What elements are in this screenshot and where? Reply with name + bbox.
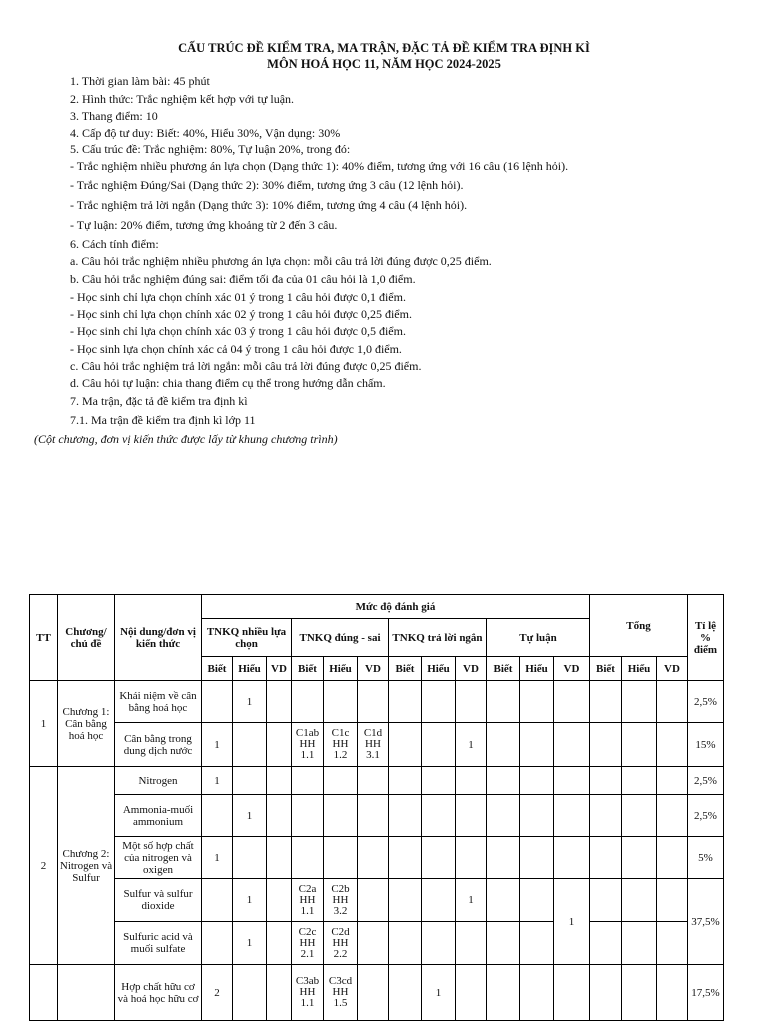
cell-value: C2c HH 2.1 bbox=[292, 922, 324, 965]
cell-ti-le: 5% bbox=[688, 837, 724, 879]
header-hieu: Hiểu bbox=[422, 657, 456, 681]
cell-ti-le: 2,5% bbox=[688, 767, 724, 795]
header-tnkq-tra-loi-ngan: TNKQ trả lời ngắn bbox=[389, 619, 487, 657]
info-line: - Trắc nghiệm Đúng/Sai (Dạng thức 2): 30% điểm, tương ứng 3 câu (12 lệnh hỏi). bbox=[70, 178, 464, 192]
cell-value: 1 bbox=[233, 681, 267, 723]
cell-value: 1 bbox=[554, 879, 590, 965]
header-tnkq-nhieu-lua-chon: TNKQ nhiều lựa chọn bbox=[202, 619, 292, 657]
header-tong: Tổng bbox=[590, 595, 688, 657]
header-vd: VD bbox=[267, 657, 292, 681]
header-biet: Biết bbox=[292, 657, 324, 681]
cell-chuong: Chương 2: Nitrogen và Sulfur bbox=[58, 767, 115, 965]
table-row bbox=[30, 879, 724, 922]
cell-noi-dung: Một số hợp chất của nitrogen và oxigen bbox=[115, 837, 202, 879]
cell-noi-dung: Nitrogen bbox=[115, 767, 202, 795]
info-line: d. Câu hỏi tự luận: chia thang điểm cụ thể trong hướng dẫn chấm. bbox=[70, 376, 386, 390]
info-line: 7.1. Ma trận đề kiểm tra định kì lớp 11 bbox=[70, 413, 256, 427]
header-noi-dung: Nội dung/đơn vị kiến thức bbox=[115, 595, 202, 681]
cell-noi-dung: Cân bằng trong dung dịch nước bbox=[115, 723, 202, 767]
cell-value: 1 bbox=[456, 879, 487, 922]
cell-value: 1 bbox=[202, 723, 233, 767]
header-tnkq-dung-sai: TNKQ đúng - sai bbox=[292, 619, 389, 657]
header-vd: VD bbox=[657, 657, 688, 681]
cell-ti-le: 2,5% bbox=[688, 681, 724, 723]
header-hieu: Hiểu bbox=[233, 657, 267, 681]
info-line: 3. Thang điểm: 10 bbox=[70, 109, 158, 123]
cell-value: 1 bbox=[202, 837, 233, 879]
cell-tt: 2 bbox=[30, 767, 58, 965]
header-chuong: Chương/ chủ đề bbox=[58, 595, 115, 681]
header-tu-luan: Tự luận bbox=[487, 619, 590, 657]
header-biet: Biết bbox=[389, 657, 422, 681]
info-line: - Học sinh chỉ lựa chọn chính xác 03 ý trong 1 câu hỏi được 0,5 điểm. bbox=[70, 324, 406, 338]
document-title-line2: MÔN HOÁ HỌC 11, NĂM HỌC 2024-2025 bbox=[267, 57, 501, 71]
info-line: - Học sinh chỉ lựa chọn chính xác 02 ý trong 1 câu hỏi được 0,25 điểm. bbox=[70, 307, 412, 321]
cell-value: C2b HH 3.2 bbox=[324, 879, 358, 922]
cell-noi-dung: Khái niệm về cân bằng hoá học bbox=[115, 681, 202, 723]
header-biet: Biết bbox=[487, 657, 520, 681]
cell-value: 1 bbox=[456, 723, 487, 767]
cell-value: 2 bbox=[202, 965, 233, 1021]
info-line: 2. Hình thức: Trắc nghiệm kết hợp với tự luận. bbox=[70, 92, 295, 106]
header-tt: TT bbox=[30, 595, 58, 681]
info-line: c. Câu hỏi trắc nghiệm trả lời ngắn: mỗi câu trả lời đúng được 0,25 điểm. bbox=[70, 359, 422, 373]
info-line: - Học sinh chỉ lựa chọn chính xác 01 ý trong 1 câu hỏi được 0,1 điểm. bbox=[70, 290, 406, 304]
header-vd: VD bbox=[456, 657, 487, 681]
cell-value: 1 bbox=[233, 922, 267, 965]
cell-noi-dung: Sulfuric acid và muối sulfate bbox=[115, 922, 202, 965]
document-title-line1: CẤU TRÚC ĐỀ KIỂM TRA, MA TRẬN, ĐẶC TẢ ĐỀ KIỂM TRA ĐỊNH KÌ bbox=[178, 41, 590, 55]
table-row bbox=[30, 965, 724, 1021]
cell-value: 1 bbox=[233, 879, 267, 922]
cell-value: C1ab HH 1.1 bbox=[292, 723, 324, 767]
header-biet: Biết bbox=[590, 657, 622, 681]
header-hieu: Hiểu bbox=[324, 657, 358, 681]
info-line: - Tự luận: 20% điểm, tương ứng khoảng từ 2 đến 3 câu. bbox=[70, 218, 338, 232]
cell-noi-dung: Hợp chất hữu cơ và hoá học hữu cơ bbox=[115, 965, 202, 1021]
table-note: (Cột chương, đơn vị kiến thức được lấy từ khung chương trình) bbox=[34, 432, 338, 446]
header-hieu: Hiểu bbox=[520, 657, 554, 681]
info-line: a. Câu hỏi trắc nghiệm nhiều phương án lựa chọn: mỗi câu trả lời đúng được 0,25 điểm. bbox=[70, 254, 492, 268]
cell-noi-dung: Ammonia-muối ammonium bbox=[115, 795, 202, 837]
cell-ti-le: 17,5% bbox=[688, 965, 724, 1021]
table-row bbox=[30, 723, 724, 767]
header-biet: Biết bbox=[202, 657, 233, 681]
header-vd: VD bbox=[554, 657, 590, 681]
info-line: - Trắc nghiệm nhiều phương án lựa chọn (Dạng thức 1): 40% điểm, tương ứng với 16 câu (16 lệnh hỏi). bbox=[70, 159, 569, 173]
cell-ti-le: 37,5% bbox=[688, 879, 724, 965]
cell-tt: 1 bbox=[30, 681, 58, 767]
table-row bbox=[30, 767, 724, 795]
assessment-matrix-table bbox=[29, 594, 724, 1021]
info-line: - Học sinh lựa chọn chính xác cả 04 ý trong 1 câu hỏi được 1,0 điểm. bbox=[70, 342, 402, 356]
info-line: 6. Cách tính điểm: bbox=[70, 237, 159, 251]
table-row bbox=[30, 837, 724, 879]
info-line: - Trắc nghiệm trả lời ngắn (Dạng thức 3): 10% điểm, tương ứng 4 câu (4 lệnh hỏi). bbox=[70, 198, 468, 212]
cell-ti-le: 2,5% bbox=[688, 795, 724, 837]
cell-noi-dung: Sulfur và sulfur dioxide bbox=[115, 879, 202, 922]
info-line: 7. Ma trận, đặc tả đề kiểm tra định kì bbox=[70, 394, 248, 408]
cell-value: C1c HH 1.2 bbox=[324, 723, 358, 767]
info-line: 1. Thời gian làm bài: 45 phút bbox=[70, 74, 210, 88]
info-line: 4. Cấp độ tư duy: Biết: 40%, Hiểu 30%, Vận dụng: 30% bbox=[70, 126, 341, 140]
table-row bbox=[30, 795, 724, 837]
info-line: 5. Cấu trúc đề: Trắc nghiệm: 80%, Tự luận 20%, trong đó: bbox=[70, 142, 351, 156]
cell-value: C3cd HH 1.5 bbox=[324, 965, 358, 1021]
cell-value: 1 bbox=[422, 965, 456, 1021]
header-vd: VD bbox=[358, 657, 389, 681]
cell-chuong: Chương 1: Cân bằng hoá học bbox=[58, 681, 115, 767]
header-ti-le: Tỉ lệ % điểm bbox=[688, 595, 724, 681]
header-muc-do: Mức độ đánh giá bbox=[202, 595, 590, 619]
cell-value: C1d HH 3.1 bbox=[358, 723, 389, 767]
table-row bbox=[30, 922, 724, 965]
info-line: b. Câu hỏi trắc nghiệm đúng sai: điểm tối đa của 01 câu hỏi là 1,0 điểm. bbox=[70, 272, 416, 286]
table-row bbox=[30, 681, 724, 723]
header-hieu: Hiểu bbox=[622, 657, 657, 681]
cell-value: C2d HH 2.2 bbox=[324, 922, 358, 965]
cell-ti-le: 15% bbox=[688, 723, 724, 767]
cell-value: C2a HH 1.1 bbox=[292, 879, 324, 922]
cell-value: 1 bbox=[233, 795, 267, 837]
cell-value: C3ab HH 1.1 bbox=[292, 965, 324, 1021]
cell-value: 1 bbox=[202, 767, 233, 795]
